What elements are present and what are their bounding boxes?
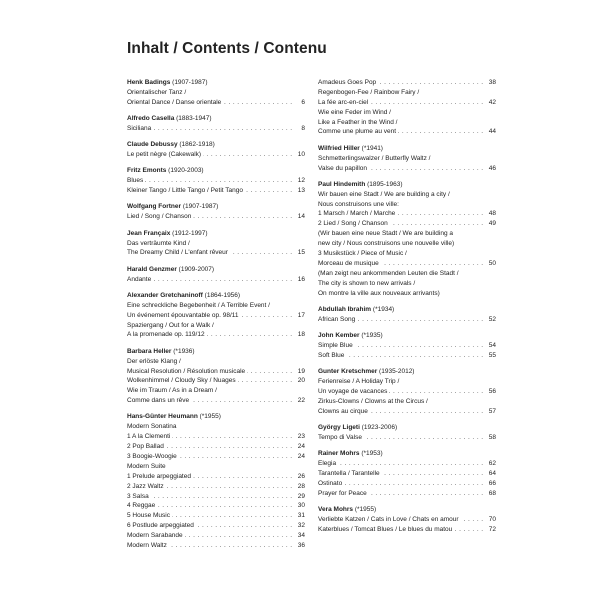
- toc-line: [318, 387, 496, 397]
- composer-name: Gunter Kretschmer: [318, 368, 378, 376]
- piece-title: 1 Prelude arpeggiated: [127, 472, 191, 480]
- composer-heading: [318, 367, 496, 377]
- toc-line: [318, 239, 496, 249]
- toc-line: [127, 367, 305, 377]
- piece-title: 2 Lied / Song / Chanson: [318, 220, 388, 228]
- piece-title: Regenbogen-Fee / Rainbow Fairy /: [318, 88, 420, 96]
- page-number: 34: [297, 532, 305, 540]
- page-number: 54: [488, 341, 496, 349]
- toc-line: [318, 279, 496, 289]
- page-number: 50: [488, 259, 496, 267]
- composer-heading: [318, 449, 496, 459]
- toc-line: [318, 351, 496, 361]
- composer-dates: (1923-2006): [359, 423, 398, 431]
- page-number: 64: [488, 469, 496, 477]
- composer-entry: [127, 229, 305, 259]
- composer-name: Henk Badings: [127, 79, 171, 86]
- piece-title: The city is shown to new arrivals /: [318, 279, 416, 287]
- toc-line: [127, 511, 305, 521]
- composer-dates: (*1955): [197, 413, 221, 421]
- page-number: 23: [297, 433, 305, 441]
- piece-title: Tarantella / Tarantelle: [318, 469, 380, 477]
- piece-title: Lied / Song / Chanson: [127, 213, 192, 221]
- page-number: 22: [297, 397, 305, 405]
- page-number: 12: [297, 177, 305, 185]
- piece-title: Tempo di Valse: [318, 433, 362, 441]
- composer-heading: [127, 114, 305, 124]
- page-number: 42: [488, 98, 496, 106]
- toc-line: [318, 88, 496, 98]
- composer-name: Paul Hindemith: [318, 180, 366, 188]
- piece-title: Der erlöste Klang /: [127, 357, 181, 365]
- toc-line: [318, 397, 496, 407]
- piece-title: (Wir bauen eine neue Stadt / We are building a: [318, 230, 454, 238]
- piece-title: Musical Resolution / Résolution musicale: [127, 367, 246, 375]
- piece-title: Schmetterlingswalzer / Butterfly Waltz /: [318, 154, 431, 162]
- piece-title: Valse du papillon: [318, 164, 368, 172]
- piece-title: Wir bauen eine Stadt / We are building a city /: [318, 190, 450, 198]
- page-number: 62: [488, 460, 496, 468]
- composer-entry: [127, 291, 305, 340]
- composer-dates: (1883-1947): [174, 115, 212, 123]
- page-number: 6: [301, 98, 305, 106]
- composer-entry: [127, 412, 305, 550]
- composer-name: György Ligeti: [318, 423, 360, 431]
- toc-line: [127, 472, 305, 482]
- toc-line: [127, 330, 305, 340]
- composer-name: Barbara Heller: [127, 347, 172, 355]
- composer-dates: (1864-1956): [202, 291, 241, 299]
- toc-line: [127, 541, 305, 551]
- piece-title: 1 Marsch / March / Marche: [318, 210, 396, 218]
- composer-dates: (1912-1997): [170, 229, 208, 237]
- page-number: 17: [297, 311, 305, 319]
- piece-title: Simple Blue: [318, 341, 353, 349]
- toc-line: [318, 108, 496, 118]
- page-number: 68: [488, 489, 496, 497]
- composer-heading: [127, 412, 305, 422]
- piece-title: Modern Sonatina: [127, 423, 177, 431]
- piece-title: 2 Pop Ballad: [127, 443, 164, 451]
- page-number: 57: [488, 407, 496, 415]
- composer-heading: [127, 166, 305, 176]
- composer-name: Alexander Gretchaninoff: [127, 291, 203, 299]
- piece-title: Zirkus-Clowns / Clowns at the Circus /: [318, 397, 428, 405]
- composer-heading: [127, 140, 305, 150]
- composer-dates: (*1936): [171, 347, 195, 355]
- page-number: 28: [297, 482, 305, 490]
- toc-line: [318, 219, 496, 229]
- toc-line: [127, 301, 305, 311]
- toc-line: [318, 127, 496, 137]
- page-number: 18: [297, 331, 305, 339]
- toc-line: [318, 515, 496, 525]
- piece-title: Ferienreise / A Holiday Trip /: [318, 378, 400, 385]
- composer-dates: (1907-1987): [181, 203, 219, 211]
- composer-dates: (1907-1987): [170, 79, 208, 86]
- composer-name: Vera Mohrs: [318, 505, 354, 513]
- page-number: 48: [488, 210, 496, 218]
- toc-line: [318, 200, 496, 210]
- page-number: 8: [301, 124, 305, 132]
- piece-title: Ostinato: [318, 479, 343, 487]
- page-number: 55: [488, 351, 496, 359]
- composer-entry: [127, 265, 305, 285]
- page-number: 58: [488, 433, 496, 441]
- piece-title: Comme dans un rêve: [127, 397, 190, 405]
- composer-dates: (1862-1918): [177, 141, 215, 149]
- toc-line: [127, 176, 305, 186]
- piece-title: A la promenade op. 119/12: [127, 331, 205, 339]
- piece-title: On montre la ville aux nouveaux arrivants): [318, 289, 440, 297]
- piece-title: Modern Sarabande: [127, 532, 183, 540]
- page-number: 24: [297, 453, 305, 461]
- piece-title: 5 House Music: [127, 512, 170, 520]
- page-number: 24: [297, 443, 305, 451]
- piece-title: 3 Musikstück / Piece of Music /: [318, 250, 407, 258]
- page-number: 38: [488, 79, 496, 86]
- toc-line: [127, 357, 305, 367]
- piece-title: 6 Postlude arpeggiated: [127, 522, 194, 530]
- composer-entry: [318, 180, 496, 299]
- page-number: 16: [297, 275, 305, 283]
- piece-title: 4 Reggae: [127, 502, 156, 510]
- toc-line: [127, 212, 305, 222]
- composer-heading: [127, 78, 305, 88]
- piece-title: Eine schreckliche Begebenheit / A Terrible Event /: [127, 301, 270, 309]
- piece-title: Wolkenhimmel / Cloudy Sky / Nuages: [127, 377, 236, 385]
- piece-title: Nous construisons une ville:: [318, 200, 399, 208]
- composer-dates: (1895-1963): [365, 180, 403, 188]
- toc-line: [318, 479, 496, 489]
- composer-name: Jean Françaix: [127, 229, 171, 237]
- toc-line: [318, 459, 496, 469]
- toc-line: [127, 492, 305, 502]
- toc-line: [127, 98, 305, 108]
- toc-line: [318, 269, 496, 279]
- composer-entry: [318, 78, 496, 137]
- page-number: 20: [297, 377, 305, 385]
- page-number: 19: [297, 367, 305, 375]
- composer-dates: (1935-2012): [377, 368, 415, 376]
- toc-line: [127, 321, 305, 331]
- toc-line: [318, 407, 496, 417]
- page-number: 10: [297, 151, 305, 159]
- toc-line: [318, 209, 496, 219]
- piece-title: 3 Boogie-Woogie: [127, 453, 177, 461]
- toc-line: [318, 433, 496, 443]
- toc-line: [318, 315, 496, 325]
- composer-heading: [318, 423, 496, 433]
- piece-title: Spaziergang / Out for a Walk /: [127, 321, 214, 329]
- composer-name: Hans-Günter Heumann: [127, 413, 198, 421]
- piece-title: new city / Nous construisons une nouvelle ville): [318, 240, 455, 248]
- toc-line: [127, 239, 305, 249]
- piece-title: Katerblues / Tomcat Blues / Le blues du matou: [318, 525, 453, 533]
- piece-title: Verliebte Katzen / Cats in Love / Chats en amour: [318, 515, 459, 523]
- piece-title: Prayer for Peace: [318, 489, 367, 497]
- piece-title: Le petit nègre (Cakewalk): [127, 151, 202, 159]
- page-number: 15: [297, 249, 305, 257]
- page-number: 14: [297, 213, 305, 221]
- toc-line: [127, 521, 305, 531]
- composer-name: Claude Debussy: [127, 141, 178, 149]
- composer-dates: (*1941): [359, 144, 383, 152]
- toc-line: [318, 249, 496, 259]
- page-number: 46: [488, 164, 496, 172]
- composer-name: Fritz Emonts: [127, 167, 167, 175]
- page-number: 30: [297, 502, 305, 510]
- toc-line: [127, 432, 305, 442]
- piece-title: Modern Waltz: [127, 542, 167, 550]
- toc-line: [318, 259, 496, 269]
- composer-name: Wolfgang Fortner: [127, 203, 182, 211]
- page-number: 72: [488, 525, 496, 533]
- toc-line: [318, 377, 496, 387]
- composer-dates: (*1955): [353, 505, 377, 513]
- piece-title: The Dreamy Child / L'enfant rêveur: [127, 249, 228, 257]
- toc-line: [318, 525, 496, 535]
- composer-heading: [318, 144, 496, 154]
- toc-line: [127, 531, 305, 541]
- composer-heading: [127, 291, 305, 301]
- toc-line: [318, 341, 496, 351]
- composer-entry: [127, 78, 305, 108]
- composer-entry: [127, 202, 305, 222]
- page-number: 56: [488, 387, 496, 395]
- toc-line: [318, 154, 496, 164]
- piece-title: 3 Salsa: [127, 492, 149, 500]
- composer-entry: [318, 449, 496, 498]
- toc-line: [127, 422, 305, 432]
- toc-line: [318, 78, 496, 88]
- composer-name: Wilfried Hiller: [318, 144, 360, 152]
- toc-line: [318, 190, 496, 200]
- toc-line: [127, 88, 305, 98]
- composer-entry: [318, 144, 496, 174]
- toc-line: [127, 501, 305, 511]
- toc-line: [127, 150, 305, 160]
- composer-entry: [127, 114, 305, 134]
- page-number: 26: [297, 472, 305, 480]
- composer-entry: [318, 367, 496, 416]
- toc-line: [127, 442, 305, 452]
- toc-line: [127, 248, 305, 258]
- piece-title: Orientalischer Tanz /: [127, 88, 187, 96]
- toc-line: [318, 164, 496, 174]
- composer-entry: [318, 331, 496, 361]
- piece-title: Morceau de musique: [318, 259, 379, 267]
- page-number: 49: [488, 220, 496, 228]
- page-number: 70: [488, 515, 496, 523]
- page-number: 13: [297, 187, 305, 195]
- composer-dates: (*1934): [371, 305, 395, 313]
- piece-title: 2 Jazz Waltz: [127, 482, 164, 490]
- composer-heading: [318, 331, 496, 341]
- piece-title: Un voyage de vacances: [318, 387, 388, 395]
- composer-entry: [318, 505, 496, 535]
- composer-name: Rainer Mohrs: [318, 450, 360, 458]
- toc-column-left: [127, 78, 305, 557]
- piece-title: Wie eine Feder im Wind /: [318, 108, 391, 116]
- toc-column-right: [318, 78, 496, 541]
- piece-title: 1 A la Clementi: [127, 433, 171, 441]
- composer-dates: (1909-2007): [176, 265, 215, 273]
- toc-line: [318, 229, 496, 239]
- toc-line: [127, 462, 305, 472]
- toc-line: [127, 124, 305, 134]
- piece-title: La fée arc-en-ciel: [318, 98, 369, 106]
- composer-entry: [127, 347, 305, 406]
- piece-title: Kleiner Tango / Little Tango / Petit Tango: [127, 187, 244, 195]
- page-title: Inhalt / Contents / Contenu: [127, 40, 327, 57]
- piece-title: African Song: [318, 315, 356, 323]
- toc-line: [127, 396, 305, 406]
- toc-line: [318, 289, 496, 299]
- piece-title: Un événement épouvantable op. 98/11: [127, 311, 239, 319]
- piece-title: Elegia: [318, 460, 337, 468]
- toc-line: [127, 376, 305, 386]
- piece-title: Blues: [127, 177, 144, 185]
- toc-line: [127, 311, 305, 321]
- composer-entry: [318, 305, 496, 325]
- piece-title: Modern Suite: [127, 462, 166, 470]
- piece-title: Soft Blue: [318, 351, 345, 359]
- piece-title: Siciliana: [127, 124, 152, 132]
- toc-line: [318, 469, 496, 479]
- piece-title: Comme une plume au vent: [318, 128, 397, 136]
- page-number: 29: [297, 492, 305, 500]
- piece-title: Oriental Dance / Danse orientale: [127, 98, 222, 106]
- composer-dates: (1920-2003): [166, 167, 204, 175]
- composer-dates: (*1935): [359, 332, 383, 340]
- page-number: 44: [488, 128, 496, 136]
- composer-entry: [127, 166, 305, 196]
- composer-heading: [127, 347, 305, 357]
- toc-line: [318, 118, 496, 128]
- composer-dates: (*1953): [359, 450, 383, 458]
- page-number: 31: [297, 512, 305, 520]
- composer-heading: [318, 180, 496, 190]
- composer-heading: [318, 305, 496, 315]
- piece-title: Like a Feather in the Wind /: [318, 118, 398, 126]
- piece-title: Das verträumte Kind /: [127, 239, 190, 247]
- piece-title: (Man zeigt neu ankommenden Leuten die Stadt /: [318, 269, 459, 277]
- composer-heading: [127, 229, 305, 239]
- composer-entry: [318, 423, 496, 443]
- piece-title: Amadeus Goes Pop: [318, 79, 377, 86]
- composer-heading: [127, 265, 305, 275]
- composer-name: John Kember: [318, 332, 360, 340]
- piece-title: Clowns au cirque: [318, 407, 368, 415]
- toc-line: [127, 386, 305, 396]
- composer-entry: [127, 140, 305, 160]
- toc-line: [127, 275, 305, 285]
- page-number: 66: [488, 479, 496, 487]
- composer-heading: [127, 202, 305, 212]
- toc-line: [127, 482, 305, 492]
- composer-name: Abdullah Ibrahim: [318, 305, 372, 313]
- composer-name: Harald Genzmer: [127, 265, 177, 273]
- piece-title: Andante: [127, 275, 152, 283]
- composer-name: Alfredo Casella: [127, 115, 175, 123]
- toc-line: [127, 186, 305, 196]
- piece-title: Wie im Traum / As in a Dream /: [127, 387, 217, 395]
- page-number: 32: [297, 522, 305, 530]
- toc-line: [318, 489, 496, 499]
- toc-line: [318, 98, 496, 108]
- page-number: 52: [488, 315, 496, 323]
- page-number: 36: [297, 542, 305, 550]
- composer-heading: [318, 505, 496, 515]
- toc-line: [127, 452, 305, 462]
